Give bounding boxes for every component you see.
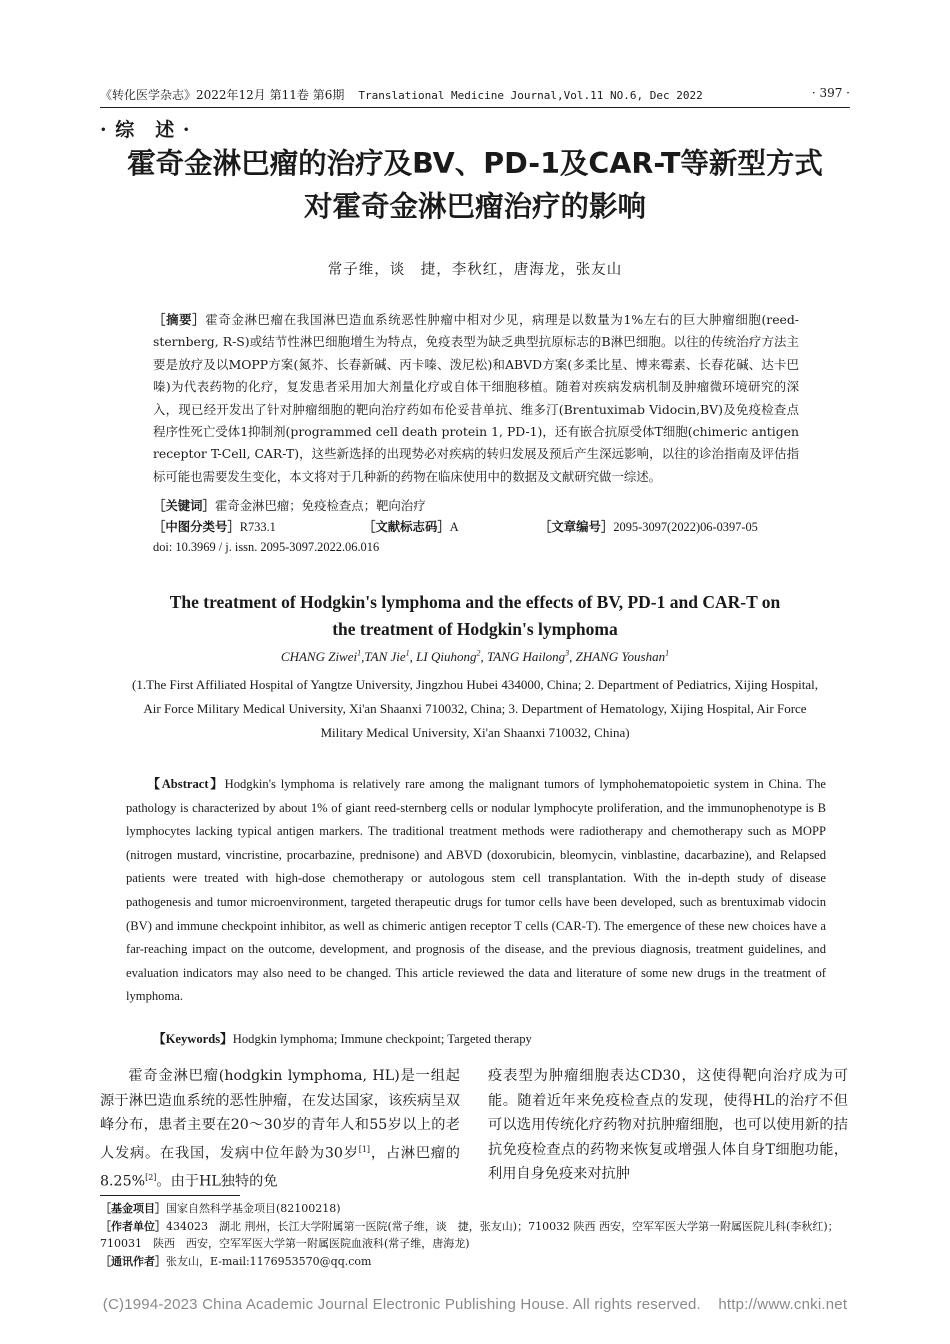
authors-en: CHANG Ziwei$^1$,TAN Jie$^1$, LI Qiuhong$^2$, TANG Hailong$^3$, ZHANG Youshan$^1$	[280, 649, 670, 665]
title-en-line-2: the treatment of Hodgkin's lymphoma	[332, 619, 618, 639]
corr-label: ［通讯作者］	[100, 1254, 166, 1268]
column-label: · 综 述 ·	[100, 119, 191, 141]
citation-ref: [1]	[358, 1144, 371, 1154]
keywords-en-label: 【Keywords】	[153, 1032, 233, 1046]
abstract-en	[126, 773, 826, 1009]
footnote-correspondence	[100, 1253, 850, 1271]
footnote-affiliation	[100, 1218, 850, 1253]
affiliations-en: (1.The First Affiliated Hospital of Yangtze University, Jingzhou Hubei 434000, China; 2. Department of Pediatrics, Xijing Hospital, Air Force Military Medical University, Xi'an Shaanxi 710032, China; 3. Department of Hematology, Xijing Hospital, Air Force Military Medical University, Xi'an Shaanxi 710032, China)	[131, 677, 819, 740]
journal-info	[100, 86, 703, 103]
body-text: 霍奇金淋巴瘤(hodgkin lymphoma, HL)是一组起源于淋巴造血系统的恶性肿瘤，在发达国家，该疾病呈双峰分布，患者主要在20～30岁的青年人和55岁以上的老人发病。在我国，发病中位年龄为30岁	[100, 1068, 460, 1162]
article-title	[100, 142, 850, 228]
journal-name-en: Translational Medicine Journal,Vol.11 NO.6, Dec 2022	[358, 89, 703, 102]
header-divider	[100, 107, 850, 108]
clc-value: R733.1	[239, 520, 276, 534]
abstract-cn-text: 霍奇金淋巴瘤在我国淋巴造血系统恶性肿瘤中相对少见，病理是以数量为1%左右的巨大肿瘤细胞(reed-sternberg, R-S)或结节性淋巴细胞增生为特点，免疫表型为缺乏典型抗原标志的B淋巴细胞。以往的传统治疗方法主要是放疗及以MOPP方案(氮芥、长春新碱、丙卡嗪、泼尼松)和ABVD方案(多柔比星、博来霉素、长春花碱、达卡巴嗪)为代表药物的化疗，复发患者采用加大剂量化疗或自体干细胞移植。随着对疾病发病机制及肿瘤微环境研究的深入，现已经开发出了针对肿瘤细胞的靶向治疗药如布伦妥昔单抗、维多汀(Brentuximab Vidocin,BV)及免疫检查点程序性死亡受体1抑制剂(programmed cell death protein 1, PD-1)，还有嵌合抗原受体T细胞(chimeric antigen receptor T-Cell, CAR-T)，这些新选择的出现势必对疾病的转归发展及预后产生深远影响，以往的诊治指南及评估指标可能也需要发生变化，本文将对于几种新的药物在临床使用中的数据及文献研究做一综述。	[153, 312, 799, 484]
keywords-cn	[153, 495, 799, 517]
citation-ref: [2]	[145, 1173, 157, 1183]
footnote-fund	[100, 1200, 850, 1218]
keywords-en	[153, 1028, 833, 1047]
title-en-line-1: The treatment of Hodgkin's lymphoma and the effects of BV, PD-1 and CAR-T on	[169, 592, 781, 612]
clc-label: ［中图分类号］	[153, 519, 240, 534]
footnotes	[100, 1200, 850, 1270]
body-text: 。由于HL独特的免	[156, 1173, 278, 1190]
clc-number	[153, 517, 276, 535]
abstract-cn	[153, 309, 799, 488]
doc-code-label: ［文献标志码］	[363, 519, 450, 534]
footnote-divider	[100, 1195, 240, 1196]
article-title-en	[100, 589, 850, 643]
keywords-cn-text: 霍奇金淋巴瘤；免疫检查点；靶向治疗	[214, 498, 426, 513]
unit-label: ［作者单位］	[100, 1219, 166, 1233]
author-en: TAN Jie$^1$	[364, 649, 410, 665]
fund-label: ［基金项目］	[100, 1202, 166, 1215]
unit-text: 434023 湖北 荆州，长江大学附属第一医院(常子维，谈 捷，张友山)；710032 陕西 西安，空军军医大学第一附属医院儿科(李秋红)；710031 陕西 西安，空军军医大学第一附属医院血液科(常子维，唐海龙)	[100, 1219, 839, 1250]
title-line-1: 霍奇金淋巴瘤的治疗及BV、PD-1及CAR-T等新型方式	[127, 147, 823, 180]
abstract-en-text: Hodgkin's lymphoma is relatively rare among the malignant tumors of lymphohematopoietic system in China. The pathology is characterized by about 1% of giant reed-sternberg cells or nodular lymphocyte proliferation, and the immunophenotype is B lymphocytes lacking typical antigen markers. The traditional treatment methods were radiotherapy and chemotherapy such as MOPP (nitrogen mustard, vincristine, procarbazine, prednisone) and ABVD (doxorubicin, bleomycin, vinblastine, dacarbazine), and Relapsed patients were treated with high-dose chemotherapy or autologous stem cell transplantation. With the in-depth study of disease pathogenesis and tumor microenvironment, targeted therapeutic drugs for tumor cells have been developed, such as brentuximab vidocin (BV) and immune checkpoint inhibitor, as well as chimeric antigen receptor T cells (CAR-T). The emergence of these new choices have a far-reaching impact on the outcome, development, and prognosis of the disease, and the previous diagnosis, treatment guidelines, and evaluation indicators may also need to be changed. This article reviewed the data and literature of some new drugs in the treatment of lymphoma.	[126, 777, 826, 1004]
running-head	[100, 84, 850, 106]
author-en: LI Qiuhong$^2$	[416, 649, 481, 665]
article-number	[539, 517, 758, 535]
page-number: · 397 ·	[811, 86, 850, 100]
body-column-right: 疫表型为肿瘤细胞表达CD30，这使得靶向治疗成为可能。随着近年来免疫检查点的发现，使得HL的治疗不但可以选用传统化疗药物对抗肿瘤细胞，也可以使用新的拮抗免疫检查点的药物来恢复或增强人体自身T细胞功能，利用自身免疫来对抗肿	[488, 1068, 848, 1183]
fund-text: 国家自然科学基金项目(82100218)	[166, 1202, 341, 1215]
article-number-value: 2095-3097(2022)06-0397-05	[613, 520, 758, 534]
author-en: TANG Hailong$^3$	[486, 649, 570, 665]
abstract-cn-label: ［摘要］	[153, 312, 206, 327]
author-en: ZHANG Youshan$^1$	[575, 649, 670, 665]
body-column-left	[100, 1064, 460, 1194]
article-number-label: ［文章编号］	[539, 519, 614, 534]
keywords-cn-label: ［关键词］	[153, 498, 215, 513]
copyright-watermark: (C)1994-2023 China Academic Journal Electronic Publishing House. All rights reserved. http://www.cnki.net	[102, 1296, 848, 1313]
journal-name-cn: 《转化医学杂志》2022年12月 第11卷 第6期	[100, 88, 345, 102]
corr-text: 张友山，E-mail:1176953570@qq.com	[166, 1254, 372, 1268]
author-en: CHANG Ziwei$^1$	[280, 649, 362, 665]
title-line-2: 对霍奇金淋巴瘤治疗的影响	[303, 190, 646, 223]
body-text: ，占淋巴瘤的8.25%	[100, 1145, 460, 1190]
abstract-en-label: 【Abstract】	[147, 777, 225, 791]
doc-code-value: A	[449, 520, 459, 534]
doi: doi: 10.3969 / j. issn. 2095-3097.2022.06.016	[153, 540, 380, 554]
classification-row	[153, 517, 799, 539]
doc-code	[363, 517, 459, 535]
keywords-en-text: Hodgkin lymphoma; Immune checkpoint; Targeted therapy	[232, 1032, 532, 1046]
authors-cn: 常子维，谈 捷，李秋红，唐海龙，张友山	[327, 262, 623, 278]
